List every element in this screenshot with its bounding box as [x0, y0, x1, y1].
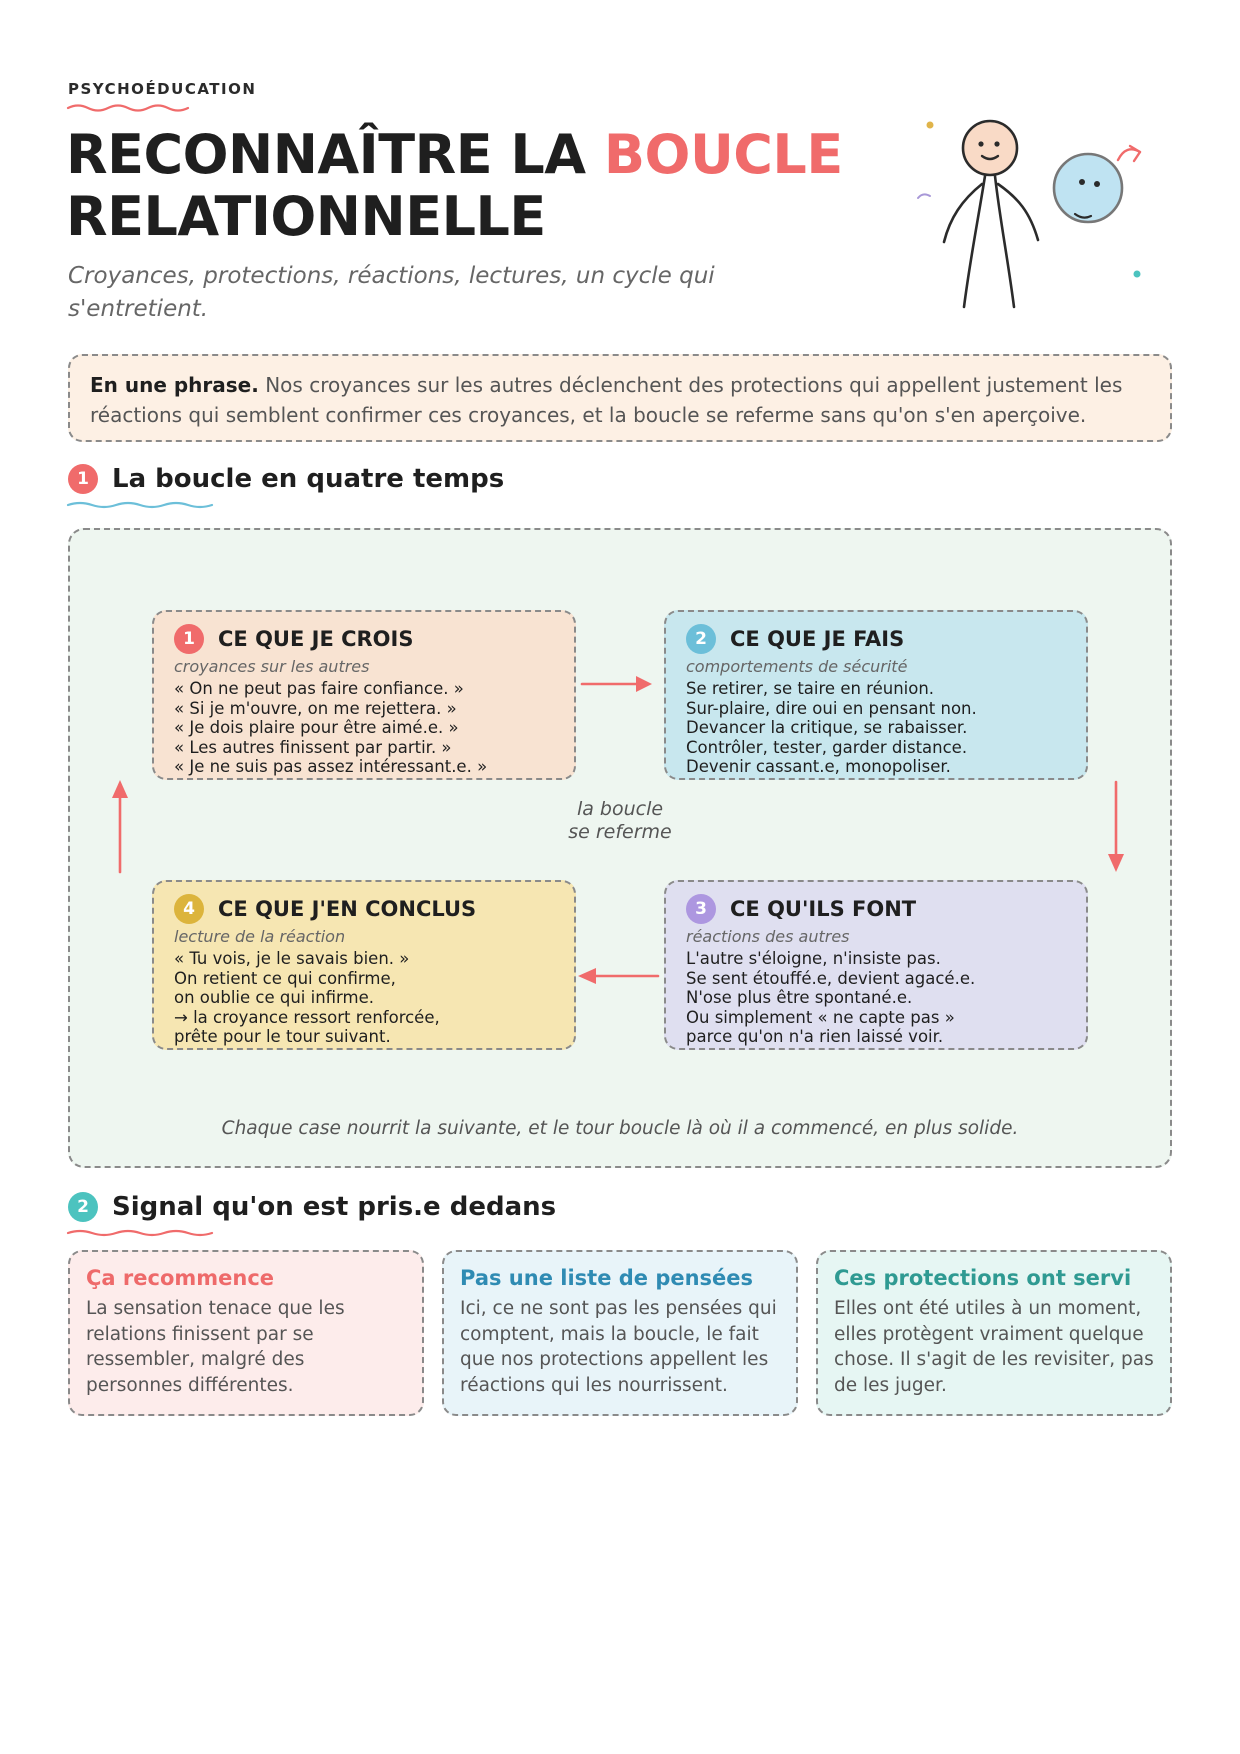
- stick-figure-illustration: [900, 100, 1180, 320]
- card-line: N'ose plus être spontané.e.: [686, 988, 913, 1007]
- stick-person-icon: [944, 121, 1038, 307]
- card-line: On retient ce qui confirme,: [174, 968, 396, 988]
- signal-text: La sensation tenace que les relations finissent par se ressembler, malgré des personnes différentes.: [86, 1298, 345, 1396]
- section-1-underline: [66, 500, 216, 510]
- card-line: Se retirer, se taire en réunion.: [686, 679, 935, 698]
- section-1-number: 1: [68, 464, 98, 494]
- section-1-title: La boucle en quatre temps: [112, 464, 505, 494]
- card-title: CE QUE JE FAIS: [730, 627, 905, 651]
- card-line: parce qu'on n'a rien laissé voir.: [686, 1027, 944, 1046]
- card-title: CE QU'ILS FONT: [730, 897, 917, 921]
- smiley-ball-icon: [1054, 154, 1122, 222]
- section-2-title: Signal qu'on est pris.e dedans: [112, 1192, 557, 1222]
- card-number: 3: [686, 894, 716, 924]
- signal-title: Ça recommence: [86, 1266, 275, 1290]
- card-subtitle: croyances sur les autres: [174, 657, 370, 676]
- signal-card-recurrence: [68, 1250, 424, 1416]
- card-reactions: [664, 880, 1088, 1050]
- section-2-number: 2: [68, 1192, 98, 1222]
- title-part1: RECONNAÎTRE LA: [66, 123, 604, 186]
- card-title: CE QUE JE CROIS: [218, 627, 414, 651]
- card-beliefs: [152, 610, 576, 780]
- title-part2: RELATIONNELLE: [66, 185, 546, 248]
- section-2-underline: [66, 1228, 226, 1238]
- card-line: « On ne peut pas faire confiance. »: [174, 679, 464, 698]
- card-line: Sur-plaire, dire oui en pensant non.: [686, 698, 977, 718]
- card-line: → la croyance ressort renforcée,: [174, 1007, 440, 1027]
- summary-box: [68, 354, 1172, 442]
- summary-text: Nos croyances sur les autres déclenchent des protections qui appellent justement les réactions qui semblent confirmer ces croyances, et la boucle se referme sans qu'on s'en aperçoive.: [90, 373, 1123, 427]
- card-line: Devancer la critique, se rabaisser.: [686, 718, 968, 737]
- kicker: PSYCHOÉDUCATION: [68, 80, 257, 98]
- signal-text: Ici, ce ne sont pas les pensées qui comptent, mais la boucle, le fait que nos protections appellent les réactions qui les nourrissent.: [460, 1298, 777, 1396]
- card-subtitle: lecture de la réaction: [174, 927, 346, 946]
- loop-center-line2: se referme: [568, 821, 672, 843]
- card-subtitle: comportements de sécurité: [686, 657, 908, 676]
- card-line: on oublie ce qui infirme.: [174, 988, 375, 1007]
- card-title: CE QUE J'EN CONCLUS: [218, 897, 477, 921]
- decor-squiggle-icon: [918, 194, 930, 198]
- card-line: Contrôler, tester, garder distance.: [686, 737, 968, 757]
- card-number: 2: [686, 624, 716, 654]
- section-2-heading: [68, 1192, 556, 1222]
- signal-text: Elles ont été utiles à un moment, elles protègent vraiment quelque chose. Il s'agit de les revisiter, pas de les juger.: [834, 1298, 1154, 1396]
- loop-caption: Chaque case nourrit la suivante, et le tour boucle là où il a commencé, en plus solide.: [221, 1118, 1019, 1139]
- loop-center-label: [560, 798, 680, 844]
- card-subtitle: réactions des autres: [686, 927, 850, 946]
- card-line: L'autre s'éloigne, n'insiste pas.: [686, 949, 941, 968]
- signal-title: Ces protections ont servi: [834, 1266, 1132, 1290]
- card-line: prête pour le tour suivant.: [174, 1027, 391, 1046]
- card-line: Devenir cassant.e, monopoliser.: [686, 757, 951, 776]
- title-accent: BOUCLE: [603, 123, 843, 186]
- card-line: « Je ne suis pas assez intéressant.e. »: [174, 757, 488, 776]
- card-line: « Les autres finissent par partir. »: [174, 737, 452, 757]
- decor-dot-icon: [1134, 271, 1141, 278]
- card-line: Ou simplement « ne capte pas »: [686, 1007, 955, 1027]
- card-line: « Je dois plaire pour être aimé.e. »: [174, 718, 459, 737]
- page-title: [66, 124, 886, 248]
- section-1-heading: [68, 464, 504, 494]
- signal-title: Pas une liste de pensées: [460, 1266, 754, 1290]
- card-conclusions: [152, 880, 576, 1050]
- signal-card-loop: [442, 1250, 798, 1416]
- card-number: 4: [174, 894, 204, 924]
- page-subtitle: Croyances, protections, réactions, lectures, un cycle qui s'entretient.: [68, 263, 715, 322]
- card-line: Se sent étouffé.e, devient agacé.e.: [686, 968, 976, 988]
- card-line: « Tu vois, je le savais bien. »: [174, 949, 410, 968]
- card-number: 1: [174, 624, 204, 654]
- kicker-underline: [66, 102, 196, 112]
- loop-center-line1: la boucle: [576, 798, 664, 820]
- decor-dot-icon: [927, 122, 934, 129]
- signal-card-protections: [816, 1250, 1172, 1416]
- card-actions: [664, 610, 1088, 780]
- card-line: « Si je m'ouvre, on me rejettera. »: [174, 698, 457, 718]
- summary-lead: En une phrase.: [90, 373, 259, 397]
